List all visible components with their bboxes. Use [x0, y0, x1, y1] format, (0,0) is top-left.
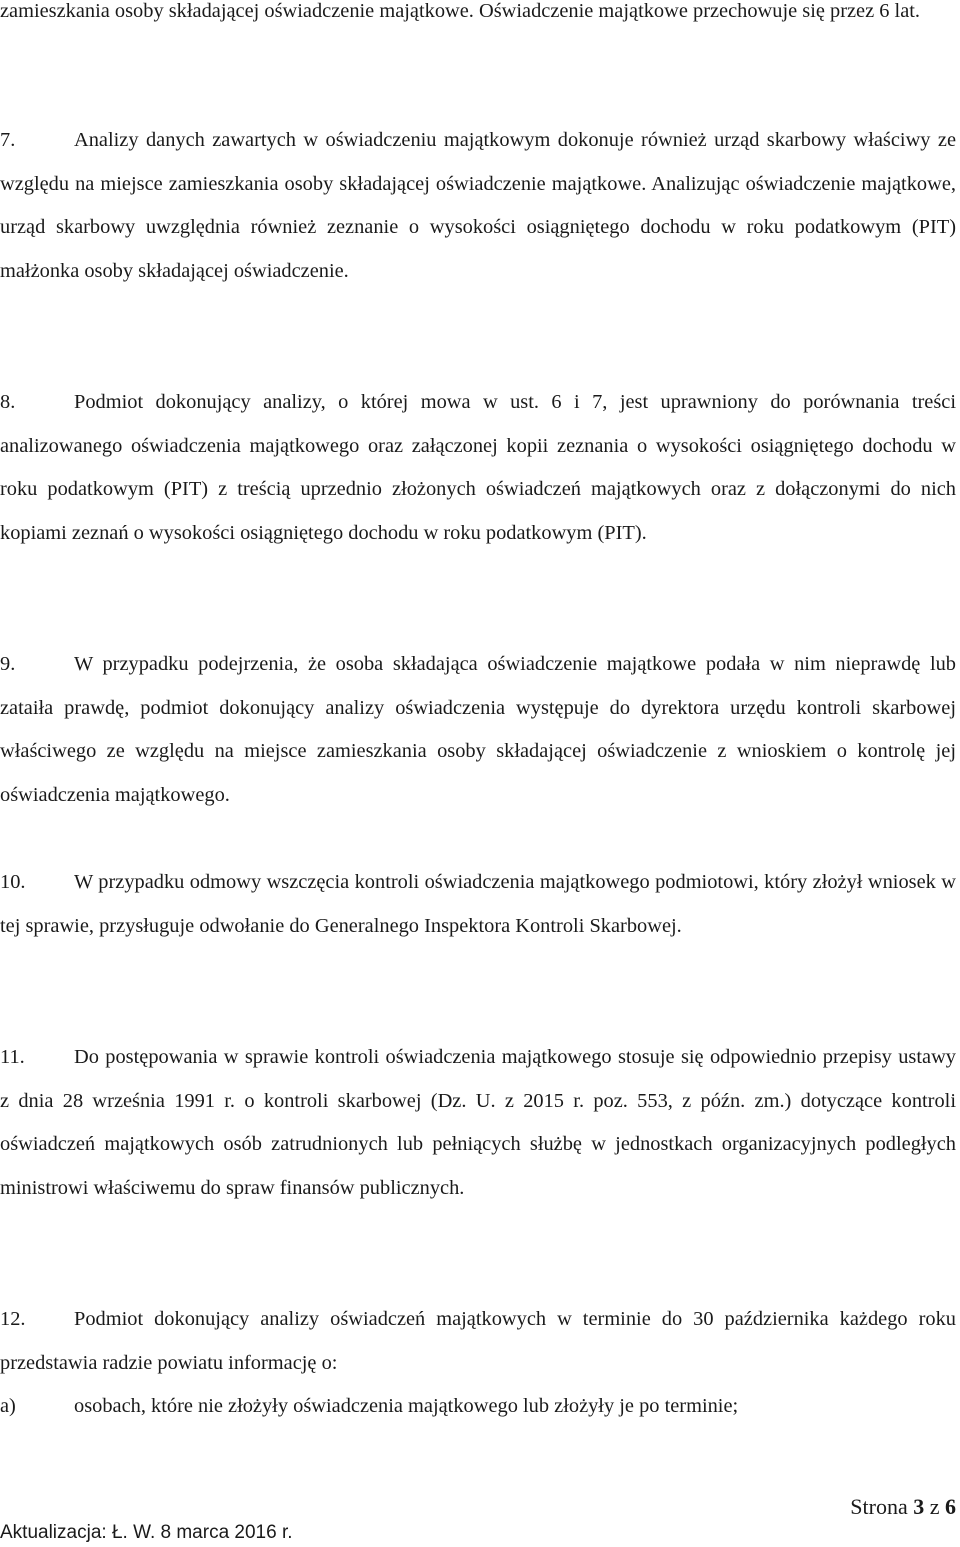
intro-paragraph: [0, 0, 956, 34]
section-text: Podmiot dokonujący analizy, o której mowa w ust. 6 i 7, jest uprawniony do porównania treści analizowanego oświadczenia majątkowego oraz załączonej kopii zeznania o wysokości osiągniętego dochodu w roku podatkowym (PIT) z treścią uprzednio złożonych oświadczeń majątkowych oraz z dołączonymi do nich kopiami zeznań o wysokości osiągniętego dochodu w roku podatkowym (PIT).: [0, 391, 956, 544]
section-7: [0, 119, 956, 293]
section-8: [0, 381, 956, 555]
section-text: Analizy danych zawartych w oświadczeniu majątkowym dokonuje również urząd skarbowy właściwy ze względu na miejsce zamieszkania osoby składającej oświadczenie majątkowe. Analizując oświadczenie majątkowe, urząd skarbowy uwzględnia również zeznanie o wysokości osiągniętego dochodu w roku podatkowym (PIT) małżonka osoby składającej oświadczenie.: [0, 129, 956, 282]
section-12: [0, 1298, 956, 1385]
section-number: 7.: [0, 129, 16, 151]
section-10: [0, 861, 956, 948]
section-text: W przypadku podejrzenia, że osoba składająca oświadczenie majątkowe podała w nim nieprawdę lub zataiła prawdę, podmiot dokonujący analizy oświadczenia występuje do dyrektora urzędu kontroli skarbowej właściwego ze względu na miejsce zamieszkania osoby składającej oświadczenie z wnioskiem o kontrolę jej oświadczenia majątkowego.: [0, 653, 956, 806]
section-text: W przypadku odmowy wszczęcia kontroli oświadczenia majątkowego podmiotowi, który złożył wniosek w tej sprawie, przysługuje odwołanie do Generalnego Inspektora Kontroli Skarbowej.: [0, 871, 956, 937]
update-note: Aktualizacja: Ł. W. 8 marca 2016 r.: [0, 1522, 293, 1543]
section-number: 8.: [0, 391, 16, 413]
list-item-text: osobach, które nie złożyły oświadczenia majątkowego lub złożyły je po terminie;: [74, 1395, 739, 1417]
list-item-a: [0, 1385, 956, 1429]
intro-paragraph-text: zamieszkania osoby składającej oświadczenie majątkowe. Oświadczenie majątkowe przechowuje się przez 6 lat.: [0, 0, 921, 22]
section-number: 11.: [0, 1046, 25, 1068]
section-text: Podmiot dokonujący analizy oświadczeń majątkowych w terminie do 30 października każdego roku przedstawia radzie powiatu informację o:: [0, 1308, 956, 1374]
section-number: 12.: [0, 1308, 26, 1330]
section-number: 9.: [0, 653, 16, 675]
section-number: 10.: [0, 871, 26, 893]
page-number-total: 6: [945, 1494, 956, 1519]
section-9: [0, 643, 956, 817]
page-number-separator: z: [924, 1494, 945, 1519]
page-number: [850, 1492, 956, 1522]
section-text: Do postępowania w sprawie kontroli oświadczenia majątkowego stosuje się odpowiednio przepisy ustawy z dnia 28 września 1991 r. o kontroli skarbowej (Dz. U. z 2015 r. poz. 553, z późn. zm.) dotyczące kontroli oświadczeń majątkowych osób zatrudnionych lub pełniących służbę w jednostkach organizacyjnych podległych ministrowi właściwemu do spraw finansów publicznych.: [0, 1046, 956, 1199]
section-11: [0, 1036, 956, 1210]
list-item-label: a): [0, 1395, 16, 1417]
page-number-prefix: Strona: [850, 1494, 914, 1519]
page-number-current: 3: [913, 1494, 925, 1519]
